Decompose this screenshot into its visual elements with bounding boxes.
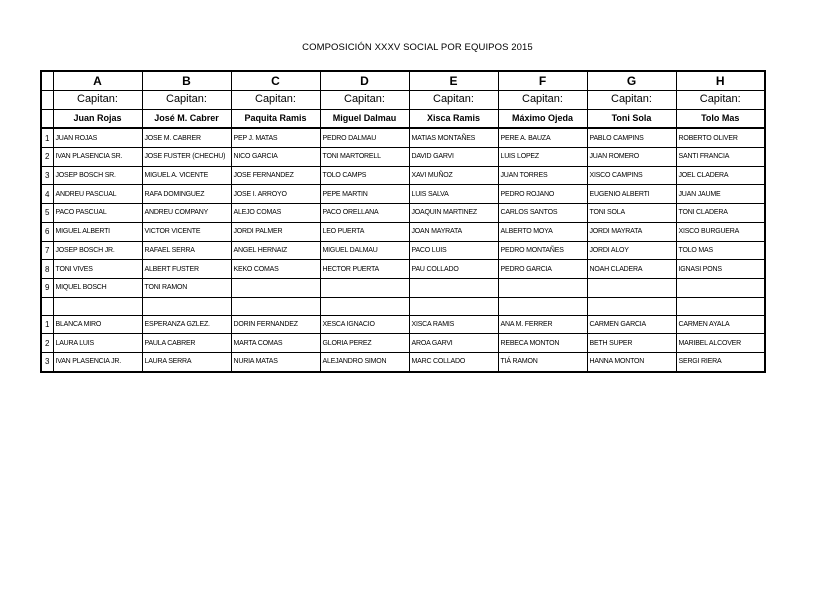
captain-name: Tolo Mas	[676, 109, 765, 128]
player-cell: NURIA MATAS	[231, 352, 320, 371]
player-cell: ALEJANDRO SIMON	[320, 352, 409, 371]
men-row	[41, 148, 765, 167]
player-cell: LEO PUERTA	[320, 222, 409, 241]
capitan-label: Capitan:	[676, 91, 765, 110]
men-row	[41, 260, 765, 279]
player-cell: MATIAS MONTAÑES	[409, 128, 498, 147]
player-cell: DORIN FERNANDEZ	[231, 315, 320, 334]
player-cell: MIGUEL DALMAU	[320, 241, 409, 260]
row-number: 4	[41, 185, 53, 204]
capitan-label: Capitan:	[409, 91, 498, 110]
player-cell: PEPE MARTIN	[320, 185, 409, 204]
player-cell: PACO LUIS	[409, 241, 498, 260]
team-letter: A	[53, 71, 142, 91]
player-cell: ANGEL HERNAIZ	[231, 241, 320, 260]
row-number: 9	[41, 278, 53, 297]
player-cell: LUIS LOPEZ	[498, 148, 587, 167]
player-cell	[587, 278, 676, 297]
player-cell	[409, 278, 498, 297]
empty-cell	[142, 297, 231, 315]
player-cell: MARIBEL ALCOVER	[676, 334, 765, 353]
player-cell: PERE A. BAUZA	[498, 128, 587, 147]
player-cell: ALEJO COMAS	[231, 204, 320, 223]
capitan-label: Capitan:	[142, 91, 231, 110]
captain-name: Toni Sola	[587, 109, 676, 128]
men-row	[41, 241, 765, 260]
player-cell: MIGUEL ALBERTI	[53, 222, 142, 241]
player-cell: PEDRO GARCIA	[498, 260, 587, 279]
index-header-cell	[41, 109, 53, 128]
capitan-label: Capitan:	[587, 91, 676, 110]
player-cell: XAVI MUÑOZ	[409, 166, 498, 185]
empty-cell	[498, 297, 587, 315]
player-cell: PEDRO DALMAU	[320, 128, 409, 147]
player-cell: PAU COLLADO	[409, 260, 498, 279]
player-cell: ESPERANZA GZLEZ.	[142, 315, 231, 334]
row-number: 8	[41, 260, 53, 279]
player-cell: PEDRO ROJANO	[498, 185, 587, 204]
player-cell: EUGENIO ALBERTI	[587, 185, 676, 204]
player-cell: TOLO CAMPS	[320, 166, 409, 185]
player-cell: XISCO BURGUERA	[676, 222, 765, 241]
index-header-cell	[41, 71, 53, 91]
captains-row	[41, 109, 765, 128]
empty-cell	[409, 297, 498, 315]
team-letter: G	[587, 71, 676, 91]
player-cell: JOEL CLADERA	[676, 166, 765, 185]
player-cell: PABLO CAMPINS	[587, 128, 676, 147]
women-row	[41, 315, 765, 334]
player-cell: PACO PASCUAL	[53, 204, 142, 223]
team-letter: H	[676, 71, 765, 91]
player-cell: IVAN PLASENCIA JR.	[53, 352, 142, 371]
player-cell: ANDREU COMPANY	[142, 204, 231, 223]
player-cell: ANDREU PASCUAL	[53, 185, 142, 204]
player-cell: LAURA SERRA	[142, 352, 231, 371]
player-cell: TONI SOLA	[587, 204, 676, 223]
player-cell: JOSE I. ARROYO	[231, 185, 320, 204]
player-cell: CARMEN GARCIA	[587, 315, 676, 334]
row-number: 3	[41, 352, 53, 371]
player-cell: MIGUEL A. VICENTE	[142, 166, 231, 185]
player-cell: DAVID GARVI	[409, 148, 498, 167]
player-cell: SERGI RIERA	[676, 352, 765, 371]
player-cell: PACO ORELLANA	[320, 204, 409, 223]
capitan-label: Capitan:	[498, 91, 587, 110]
player-cell: MIQUEL BOSCH	[53, 278, 142, 297]
player-cell: LAURA LUIS	[53, 334, 142, 353]
row-number: 1	[41, 128, 53, 147]
player-cell: PEDRO MONTAÑES	[498, 241, 587, 260]
player-cell: CARLOS SANTOS	[498, 204, 587, 223]
team-letter: D	[320, 71, 409, 91]
men-row	[41, 278, 765, 297]
player-cell: TONI RAMON	[142, 278, 231, 297]
empty-cell	[53, 297, 142, 315]
player-cell: ANA M. FERRER	[498, 315, 587, 334]
player-cell: JOSE FERNANDEZ	[231, 166, 320, 185]
player-cell: HANNA MONTON	[587, 352, 676, 371]
player-cell: MARC COLLADO	[409, 352, 498, 371]
player-cell: ALBERT FUSTER	[142, 260, 231, 279]
player-cell	[231, 278, 320, 297]
row-number: 1	[41, 315, 53, 334]
women-row	[41, 334, 765, 353]
player-cell: ROBERTO OLIVER	[676, 128, 765, 147]
player-cell: TONI VIVES	[53, 260, 142, 279]
capitan-label: Capitan:	[320, 91, 409, 110]
team-letter: E	[409, 71, 498, 91]
player-cell: JUAN ROJAS	[53, 128, 142, 147]
letters-row	[41, 71, 765, 91]
captain-name: Xisca Ramis	[409, 109, 498, 128]
player-cell: TOLO MAS	[676, 241, 765, 260]
player-cell: JOSEP BOSCH JR.	[53, 241, 142, 260]
page-title: COMPOSICIÓN XXXV SOCIAL POR EQUIPOS 2015	[302, 42, 533, 53]
player-cell: LUIS SALVA	[409, 185, 498, 204]
row-number: 2	[41, 148, 53, 167]
player-cell	[320, 278, 409, 297]
player-cell: RAFA DOMINGUEZ	[142, 185, 231, 204]
player-cell	[676, 278, 765, 297]
player-cell: XISCA RAMIS	[409, 315, 498, 334]
player-cell: REBECA MONTON	[498, 334, 587, 353]
team-letter: F	[498, 71, 587, 91]
captain-name: Máximo Ojeda	[498, 109, 587, 128]
captain-name: Juan Rojas	[53, 109, 142, 128]
player-cell: JOSEP BOSCH SR.	[53, 166, 142, 185]
row-number: 7	[41, 241, 53, 260]
teams-table	[40, 70, 766, 373]
player-cell: JORDI PALMER	[231, 222, 320, 241]
capitan-label: Capitan:	[231, 91, 320, 110]
captain-name: Paquita Ramis	[231, 109, 320, 128]
captain-name: José M. Cabrer	[142, 109, 231, 128]
player-cell: JUAN ROMERO	[587, 148, 676, 167]
player-cell: JOSE FUSTER (CHECHU)	[142, 148, 231, 167]
player-cell: JOAN MAYRATA	[409, 222, 498, 241]
player-cell: TIÁ RAMON	[498, 352, 587, 371]
player-cell: BETH SUPER	[587, 334, 676, 353]
player-cell: RAFAEL SERRA	[142, 241, 231, 260]
player-cell: PAULA CABRER	[142, 334, 231, 353]
separator-row	[41, 297, 765, 315]
women-row	[41, 352, 765, 371]
player-cell: AROA GARVI	[409, 334, 498, 353]
player-cell: HECTOR PUERTA	[320, 260, 409, 279]
player-cell: IVAN PLASENCIA SR.	[53, 148, 142, 167]
men-row	[41, 185, 765, 204]
player-cell: NICO GARCIA	[231, 148, 320, 167]
player-cell: VICTOR VICENTE	[142, 222, 231, 241]
capitan-label: Capitan:	[53, 91, 142, 110]
player-cell: BLANCA MIRO	[53, 315, 142, 334]
capitan-row	[41, 91, 765, 110]
player-cell: JOAQUIN MARTINEZ	[409, 204, 498, 223]
team-letter: C	[231, 71, 320, 91]
empty-cell	[41, 297, 53, 315]
captain-name: Miguel Dalmau	[320, 109, 409, 128]
player-cell: ALBERTO MOYA	[498, 222, 587, 241]
player-cell: JUAN JAUME	[676, 185, 765, 204]
row-number: 2	[41, 334, 53, 353]
player-cell: KEKO COMAS	[231, 260, 320, 279]
player-cell: SANTI FRANCIA	[676, 148, 765, 167]
player-cell: NOAH CLADERA	[587, 260, 676, 279]
player-cell: GLORIA PEREZ	[320, 334, 409, 353]
player-cell	[498, 278, 587, 297]
index-header-cell	[41, 91, 53, 110]
player-cell: TONI CLADERA	[676, 204, 765, 223]
men-row	[41, 166, 765, 185]
player-cell: JUAN TORRES	[498, 166, 587, 185]
player-cell: XESCA IGNACIO	[320, 315, 409, 334]
player-cell: PEP J. MATAS	[231, 128, 320, 147]
player-cell: MARTA COMAS	[231, 334, 320, 353]
player-cell: JORDI MAYRATA	[587, 222, 676, 241]
row-number: 6	[41, 222, 53, 241]
team-letter: B	[142, 71, 231, 91]
men-row	[41, 222, 765, 241]
men-row	[41, 128, 765, 147]
player-cell: JOSE M. CABRER	[142, 128, 231, 147]
player-cell: IGNASI PONS	[676, 260, 765, 279]
row-number: 5	[41, 204, 53, 223]
player-cell: XISCO CAMPINS	[587, 166, 676, 185]
men-row	[41, 204, 765, 223]
player-cell: TONI MARTORELL	[320, 148, 409, 167]
empty-cell	[587, 297, 676, 315]
empty-cell	[320, 297, 409, 315]
row-number: 3	[41, 166, 53, 185]
empty-cell	[231, 297, 320, 315]
player-cell: JORDI ALOY	[587, 241, 676, 260]
empty-cell	[676, 297, 765, 315]
player-cell: CARMEN AYALA	[676, 315, 765, 334]
